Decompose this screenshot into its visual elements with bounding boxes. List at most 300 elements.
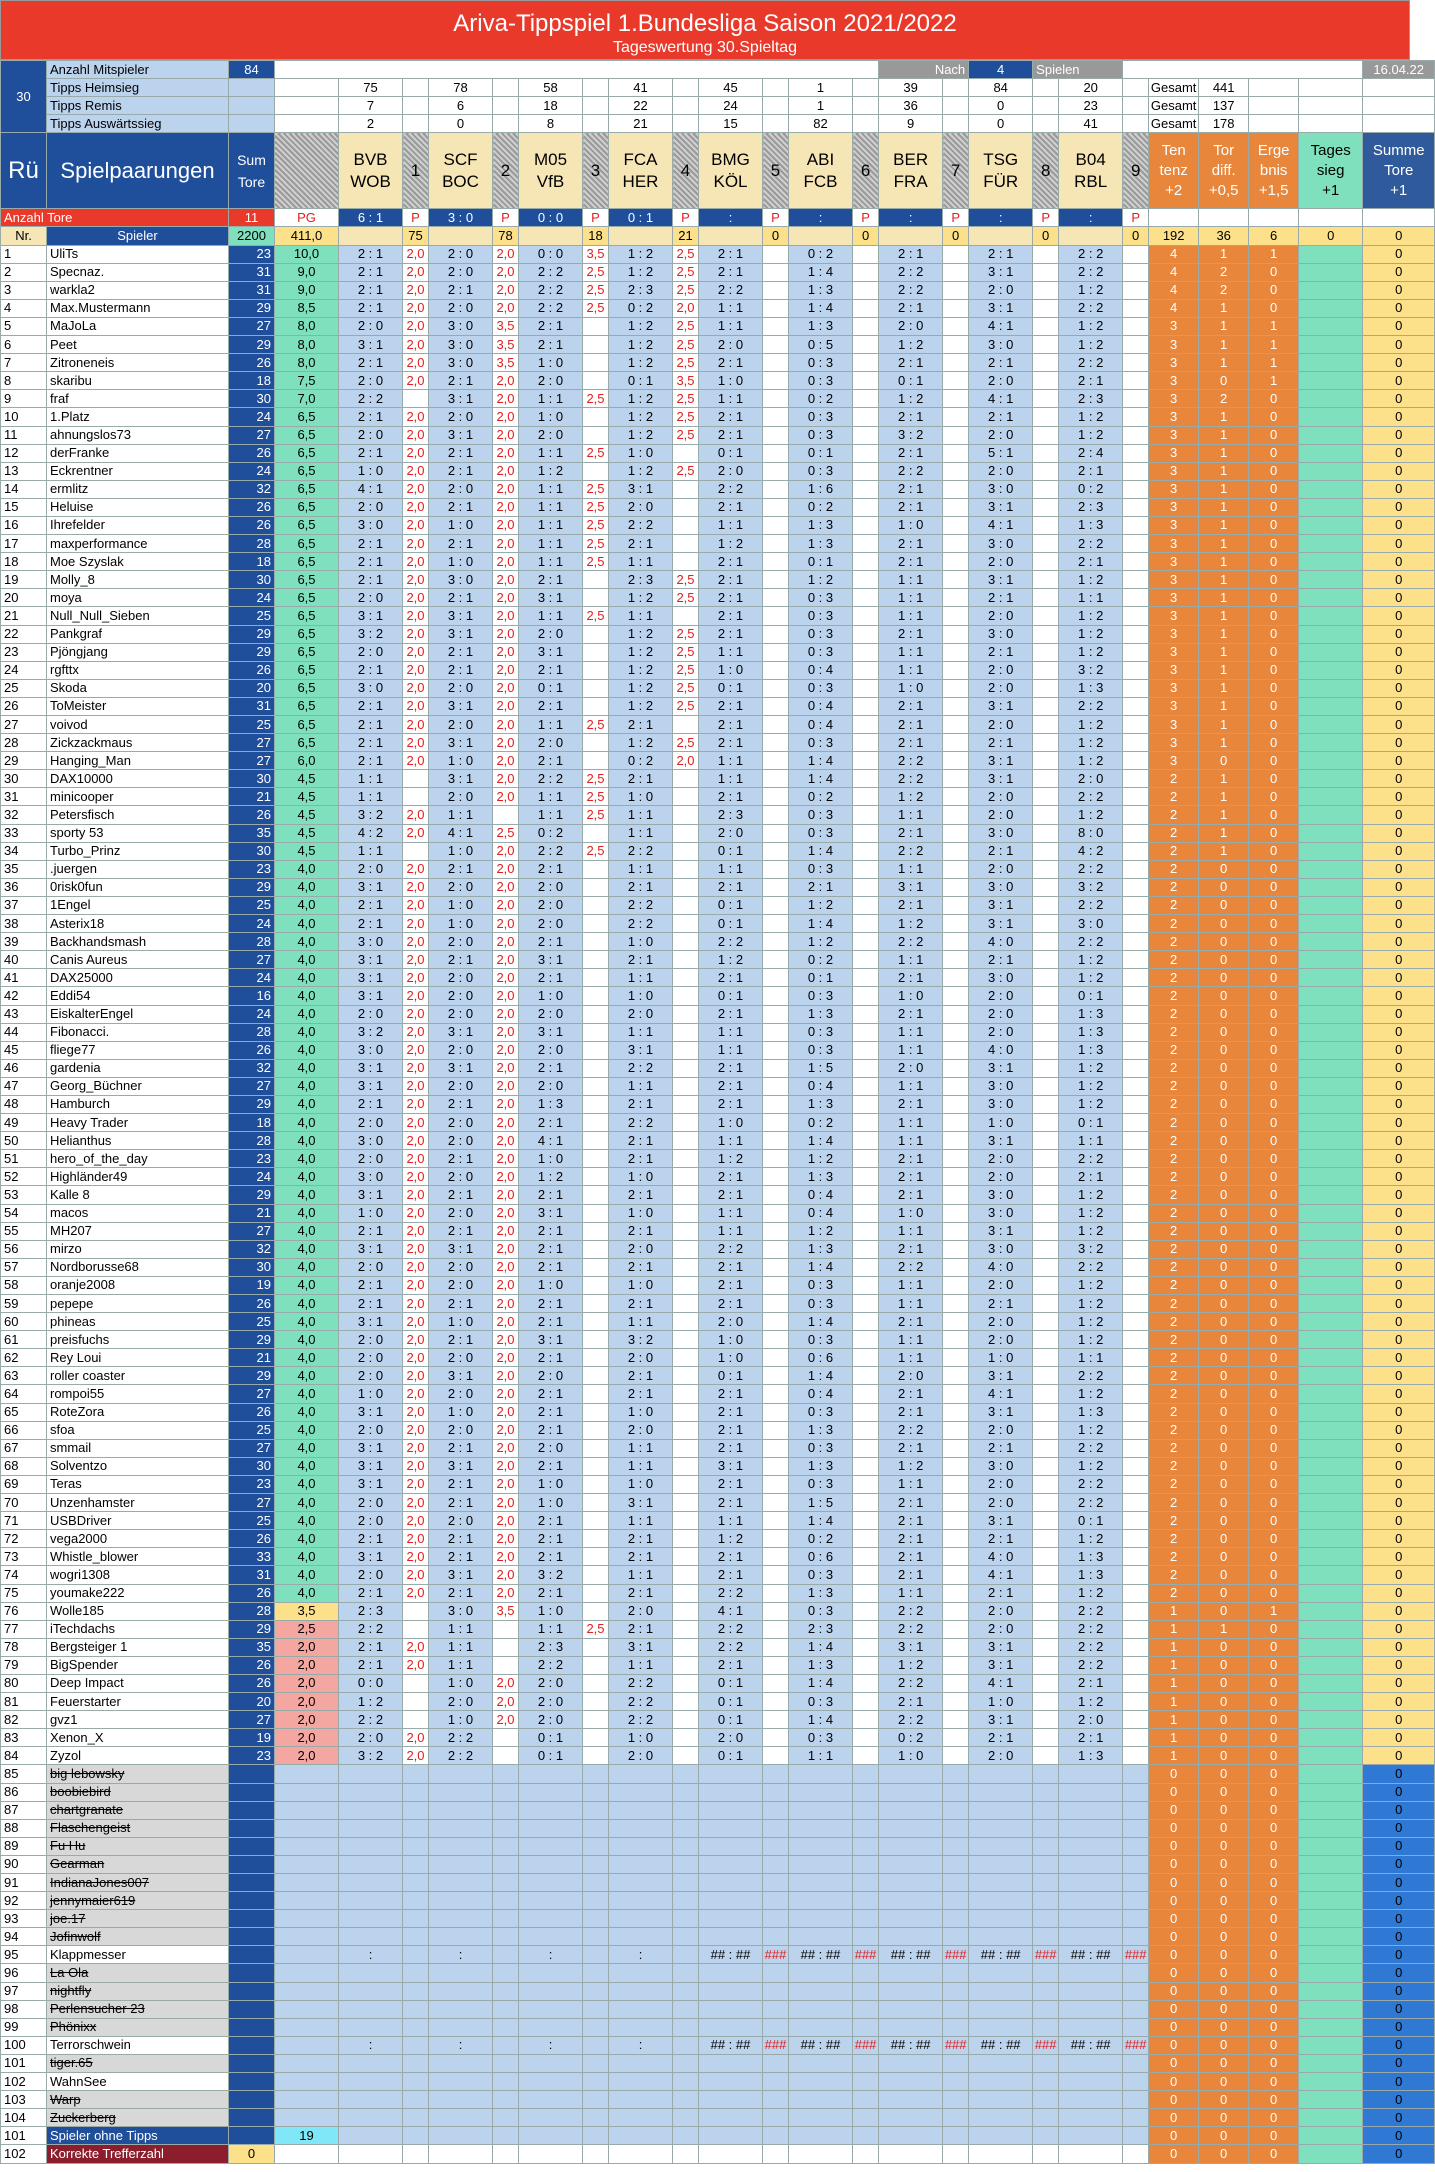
player-tip: 4 : 0 bbox=[969, 1548, 1033, 1566]
player-tip-points bbox=[1123, 1132, 1149, 1150]
player-tip-points bbox=[1033, 299, 1059, 317]
player-name: Turbo_Prinz bbox=[47, 842, 229, 860]
player-tendenz: 4 bbox=[1149, 299, 1199, 317]
player-ergebnis: 0 bbox=[1249, 1874, 1299, 1892]
player-tip-points bbox=[853, 1729, 879, 1747]
player-nr: 81 bbox=[1, 1693, 47, 1711]
player-tip: 3 : 1 bbox=[339, 878, 403, 896]
player-tip-points bbox=[943, 933, 969, 951]
player-tip: 3 : 2 bbox=[609, 1331, 673, 1349]
player-name: Hamburch bbox=[47, 1095, 229, 1113]
player-tendenz: 1 bbox=[1149, 1620, 1199, 1638]
player-ergebnis: 0 bbox=[1249, 1548, 1299, 1566]
player-ergebnis: 0 bbox=[1249, 860, 1299, 878]
player-name: MaJoLa bbox=[47, 317, 229, 335]
player-name: mirzo bbox=[47, 1240, 229, 1258]
player-summe: 0 bbox=[1363, 1982, 1435, 2000]
player-tagessieg bbox=[1299, 589, 1363, 607]
player-tordiff: 1 bbox=[1199, 806, 1249, 824]
player-tip-points: 2,0 bbox=[493, 372, 519, 390]
player-tip-points: 2,0 bbox=[403, 1475, 429, 1493]
player-tip-points bbox=[403, 788, 429, 806]
player-tip-points bbox=[583, 1186, 609, 1204]
player-tip-points bbox=[763, 1114, 789, 1132]
player-tip-points: 2,0 bbox=[493, 1403, 519, 1421]
player-tip-points bbox=[673, 1240, 699, 1258]
player-tip: 1 : 2 bbox=[339, 1693, 403, 1711]
player-tip: 3 : 1 bbox=[339, 1077, 403, 1095]
player-tip: 3 : 1 bbox=[519, 1023, 583, 1041]
player-tip: 0 : 3 bbox=[789, 1295, 853, 1313]
tip-count: 24 bbox=[699, 97, 763, 115]
player-tip-points: 2,0 bbox=[403, 643, 429, 661]
table-row bbox=[1, 2036, 1435, 2054]
player-tip: 2 : 2 bbox=[1059, 1638, 1123, 1656]
player-pg: 6,5 bbox=[275, 480, 339, 498]
player-tip-points bbox=[763, 2000, 789, 2018]
player-tip: 1 : 1 bbox=[519, 444, 583, 462]
player-tip: 1 : 0 bbox=[429, 1674, 493, 1692]
player-tip-points bbox=[763, 390, 789, 408]
player-tip: 2 : 1 bbox=[519, 1385, 583, 1403]
cell bbox=[1123, 61, 1363, 79]
player-tip: 2 : 0 bbox=[879, 1367, 943, 1385]
player-tendenz: 2 bbox=[1149, 1023, 1199, 1041]
player-tip: 2 : 0 bbox=[429, 1421, 493, 1439]
player-tip-points bbox=[1123, 824, 1149, 842]
player-tip bbox=[699, 1837, 763, 1855]
table-row bbox=[1, 354, 1435, 372]
player-tip: 2 : 1 bbox=[429, 1475, 493, 1493]
player-tip: 0 : 1 bbox=[699, 1367, 763, 1385]
player-tip: 3 : 1 bbox=[339, 969, 403, 987]
player-tip bbox=[339, 1928, 403, 1946]
player-tip: 2 : 2 bbox=[429, 1729, 493, 1747]
player-tip: 3 : 1 bbox=[519, 1331, 583, 1349]
tip-count: 21 bbox=[609, 115, 673, 133]
player-pg: 4,0 bbox=[275, 1276, 339, 1294]
player-tordiff: 0 bbox=[1199, 1892, 1249, 1910]
player-tip: 3 : 0 bbox=[969, 969, 1033, 987]
player-tordiff: 1 bbox=[1199, 679, 1249, 697]
player-tip-points bbox=[673, 788, 699, 806]
player-tordiff: 1 bbox=[1199, 245, 1249, 263]
player-tip: 2 : 1 bbox=[879, 1150, 943, 1168]
player-tip-points bbox=[853, 661, 879, 679]
player-tip: 2 : 1 bbox=[609, 1548, 673, 1566]
player-tip-points bbox=[763, 354, 789, 372]
match-abi-fcb: ABI FCB bbox=[789, 133, 853, 209]
player-tip-points bbox=[1033, 1855, 1059, 1873]
player-tip-points bbox=[1033, 263, 1059, 281]
player-tip bbox=[1059, 2054, 1123, 2072]
player-tip-points bbox=[1123, 426, 1149, 444]
player-tip: 2 : 1 bbox=[519, 752, 583, 770]
player-tendenz: 3 bbox=[1149, 354, 1199, 372]
tord-header: Tor diff. +0,5 bbox=[1199, 133, 1249, 209]
player-tip-points: 2,0 bbox=[493, 643, 519, 661]
player-name: Bergsteiger 1 bbox=[47, 1638, 229, 1656]
table-row bbox=[1, 951, 1435, 969]
player-tip bbox=[969, 2054, 1033, 2072]
player-tip-points bbox=[583, 1892, 609, 1910]
player-tip: 8 : 0 bbox=[1059, 824, 1123, 842]
player-tip-points bbox=[943, 2000, 969, 2018]
player-tip: 1 : 0 bbox=[429, 896, 493, 914]
player-ergebnis: 0 bbox=[1249, 1892, 1299, 1910]
player-sum-tore: 24 bbox=[229, 589, 275, 607]
player-tip: 2 : 1 bbox=[339, 571, 403, 589]
player-tip-points bbox=[1033, 697, 1059, 715]
player-ergebnis: 0 bbox=[1249, 1222, 1299, 1240]
player-tip: 2 : 1 bbox=[519, 1421, 583, 1439]
player-tagessieg bbox=[1299, 915, 1363, 933]
player-tip-points bbox=[853, 281, 879, 299]
player-tip: 2 : 1 bbox=[879, 716, 943, 734]
player-tip bbox=[969, 1765, 1033, 1783]
tip-count: 75 bbox=[339, 79, 403, 97]
player-pg: 2,5 bbox=[275, 1620, 339, 1638]
player-sum-tore: 29 bbox=[229, 625, 275, 643]
player-tip-points bbox=[853, 951, 879, 969]
members-label: Anzahl Mitspieler bbox=[47, 61, 229, 79]
player-tip-points: 2,0 bbox=[493, 1457, 519, 1475]
player-tip-points: 2,0 bbox=[403, 1747, 429, 1765]
player-tip-points: 2,0 bbox=[403, 354, 429, 372]
player-tip: ## : ## bbox=[969, 1946, 1033, 1964]
player-tip: 3 : 0 bbox=[969, 1204, 1033, 1222]
player-pg: 2,0 bbox=[275, 1638, 339, 1656]
player-tip-points bbox=[1033, 1005, 1059, 1023]
cell bbox=[583, 2145, 609, 2163]
match-number: 5 bbox=[763, 133, 789, 209]
player-tip: 2 : 1 bbox=[609, 535, 673, 553]
player-tagessieg bbox=[1299, 969, 1363, 987]
player-tip bbox=[519, 1892, 583, 1910]
player-summe: 0 bbox=[1363, 1385, 1435, 1403]
player-name: WahnSee bbox=[47, 2073, 229, 2091]
player-tagessieg bbox=[1299, 788, 1363, 806]
player-tip-points bbox=[1033, 2054, 1059, 2072]
player-tip-points bbox=[1123, 2109, 1149, 2127]
player-tagessieg bbox=[1299, 1204, 1363, 1222]
player-tip-points bbox=[763, 770, 789, 788]
player-tip-points: 2,5 bbox=[673, 661, 699, 679]
player-summe: 0 bbox=[1363, 987, 1435, 1005]
player-tip: 2 : 1 bbox=[339, 281, 403, 299]
player-summe: 0 bbox=[1363, 643, 1435, 661]
tip-count: 78 bbox=[429, 79, 493, 97]
table-row bbox=[1, 2054, 1435, 2072]
player-name: Zickzackmaus bbox=[47, 734, 229, 752]
player-summe: 0 bbox=[1363, 245, 1435, 263]
player-tip: 3 : 2 bbox=[879, 426, 943, 444]
player-tip: 3 : 1 bbox=[969, 299, 1033, 317]
player-tip: 2 : 3 bbox=[519, 1638, 583, 1656]
player-tip bbox=[879, 1783, 943, 1801]
player-tordiff: 0 bbox=[1199, 2000, 1249, 2018]
player-tip-points bbox=[583, 643, 609, 661]
player-tendenz: 3 bbox=[1149, 734, 1199, 752]
player-tip: 2 : 1 bbox=[339, 354, 403, 372]
cell bbox=[1299, 97, 1363, 115]
player-tip bbox=[789, 1982, 853, 2000]
player-tip bbox=[789, 1783, 853, 1801]
player-tip: 0 : 4 bbox=[789, 1077, 853, 1095]
player-tip bbox=[519, 1783, 583, 1801]
player-tip-points bbox=[1123, 1059, 1149, 1077]
player-sum-tore: 28 bbox=[229, 1602, 275, 1620]
player-tordiff: 0 bbox=[1199, 1693, 1249, 1711]
player-tendenz: 3 bbox=[1149, 462, 1199, 480]
player-tip-points: 2,5 bbox=[583, 716, 609, 734]
player-tip-points bbox=[943, 860, 969, 878]
player-tip: 0 : 1 bbox=[699, 1693, 763, 1711]
player-tendenz: 0 bbox=[1149, 1928, 1199, 1946]
player-tordiff: 2 bbox=[1199, 281, 1249, 299]
player-tip-points bbox=[763, 1892, 789, 1910]
player-pg: 4,0 bbox=[275, 1168, 339, 1186]
player-tip bbox=[339, 2000, 403, 2018]
player-tip: 1 : 1 bbox=[429, 1656, 493, 1674]
player-tip: 3 : 0 bbox=[339, 679, 403, 697]
player-nr: 49 bbox=[1, 1114, 47, 1132]
anzahl-tore-label: Anzahl Tore bbox=[1, 209, 229, 227]
player-tip: 2 : 0 bbox=[339, 1258, 403, 1276]
player-summe: 0 bbox=[1363, 933, 1435, 951]
player-tip-points bbox=[493, 1910, 519, 1928]
player-ergebnis: 0 bbox=[1249, 1095, 1299, 1113]
player-ergebnis: 0 bbox=[1249, 896, 1299, 914]
player-tagessieg bbox=[1299, 1313, 1363, 1331]
player-tip: 1 : 0 bbox=[429, 1313, 493, 1331]
player-tip-points bbox=[1123, 1747, 1149, 1765]
player-sum-tore: 29 bbox=[229, 1095, 275, 1113]
match-points: 78 bbox=[493, 227, 519, 245]
player-tip: 0 : 1 bbox=[699, 896, 763, 914]
player-tip-points bbox=[853, 1530, 879, 1548]
player-tip-points: ### bbox=[1123, 2036, 1149, 2054]
player-tip-points bbox=[853, 1186, 879, 1204]
player-name: Klappmesser bbox=[47, 1946, 229, 1964]
cell bbox=[493, 115, 519, 133]
player-name: hero_of_the_day bbox=[47, 1150, 229, 1168]
cell bbox=[275, 1837, 339, 1855]
player-summe: 0 bbox=[1363, 1494, 1435, 1512]
player-tip-points bbox=[853, 1204, 879, 1222]
player-tip-points bbox=[1033, 969, 1059, 987]
player-pg: 4,0 bbox=[275, 1548, 339, 1566]
table-row bbox=[1, 79, 1435, 97]
match-result: 0 : 0 bbox=[519, 209, 583, 227]
player-name: Xenon_X bbox=[47, 1729, 229, 1747]
player-tip: 2 : 1 bbox=[969, 643, 1033, 661]
player-tip-points bbox=[1123, 1584, 1149, 1602]
player-tagessieg bbox=[1299, 1530, 1363, 1548]
player-sum-tore: 23 bbox=[229, 1747, 275, 1765]
player-sum-tore: 21 bbox=[229, 1204, 275, 1222]
player-tip-points bbox=[1033, 1494, 1059, 1512]
player-tip-points bbox=[943, 462, 969, 480]
player-name: Eckrentner bbox=[47, 462, 229, 480]
player-tip-points bbox=[763, 1258, 789, 1276]
player-tip-points bbox=[943, 1132, 969, 1150]
cell bbox=[229, 1910, 275, 1928]
player-tip: 1 : 0 bbox=[429, 752, 493, 770]
player-tip: 2 : 1 bbox=[609, 1095, 673, 1113]
player-tip-points bbox=[673, 1946, 699, 1964]
player-tip bbox=[1059, 1765, 1123, 1783]
player-tip-points: 2,0 bbox=[403, 1331, 429, 1349]
player-name: Wolle185 bbox=[47, 1602, 229, 1620]
match-result: 6 : 1 bbox=[339, 209, 403, 227]
player-tip-points bbox=[1033, 788, 1059, 806]
player-tip: 2 : 1 bbox=[519, 1222, 583, 1240]
player-tip: 2 : 0 bbox=[429, 1041, 493, 1059]
player-name: Rey Loui bbox=[47, 1349, 229, 1367]
player-tip: 2 : 0 bbox=[429, 408, 493, 426]
cell bbox=[1299, 2000, 1363, 2018]
player-summe: 0 bbox=[1363, 896, 1435, 914]
player-nr: 82 bbox=[1, 1711, 47, 1729]
player-ergebnis: 0 bbox=[1249, 1693, 1299, 1711]
player-tordiff: 0 bbox=[1199, 1783, 1249, 1801]
player-tip-points bbox=[853, 1494, 879, 1512]
player-ergebnis: 0 bbox=[1249, 1023, 1299, 1041]
player-tip-points: 2,5 bbox=[673, 571, 699, 589]
player-tip: 1 : 1 bbox=[1059, 589, 1123, 607]
player-tendenz: 3 bbox=[1149, 589, 1199, 607]
player-tip-points bbox=[1123, 390, 1149, 408]
player-tip-points bbox=[1033, 1729, 1059, 1747]
player-tip: 3 : 1 bbox=[429, 697, 493, 715]
player-sum-tore: 24 bbox=[229, 1005, 275, 1023]
player-tip-points bbox=[943, 1910, 969, 1928]
player-pg: 6,5 bbox=[275, 408, 339, 426]
player-tip: 0 : 3 bbox=[789, 1566, 853, 1584]
player-pg: 10,0 bbox=[275, 245, 339, 263]
player-tip-points bbox=[853, 1059, 879, 1077]
player-tip: 2 : 1 bbox=[429, 444, 493, 462]
player-tip-points bbox=[1033, 1295, 1059, 1313]
cell bbox=[275, 2054, 339, 2072]
table-row bbox=[1, 1892, 1435, 1910]
player-tip: 1 : 3 bbox=[1059, 1005, 1123, 1023]
player-tip-points bbox=[943, 281, 969, 299]
player-tip bbox=[429, 1964, 493, 1982]
player-name: RoteZora bbox=[47, 1403, 229, 1421]
player-tip-points: 2,0 bbox=[493, 987, 519, 1005]
table-row bbox=[1, 2073, 1435, 2091]
player-tip: 2 : 0 bbox=[519, 1041, 583, 1059]
player-tip: 2 : 1 bbox=[699, 1295, 763, 1313]
player-tip-points bbox=[853, 1801, 879, 1819]
player-tip: 1 : 1 bbox=[609, 806, 673, 824]
cell bbox=[1363, 115, 1435, 133]
match-fca-her: FCA HER bbox=[609, 133, 673, 209]
player-tip: 2 : 1 bbox=[609, 770, 673, 788]
player-tip-points bbox=[583, 1819, 609, 1837]
player-tip: 3 : 0 bbox=[969, 1240, 1033, 1258]
player-tip-points bbox=[673, 1258, 699, 1276]
player-nr: 4 bbox=[1, 299, 47, 317]
player-tip: 2 : 1 bbox=[969, 1584, 1033, 1602]
player-summe: 0 bbox=[1363, 1150, 1435, 1168]
player-tip: 2 : 0 bbox=[339, 1729, 403, 1747]
player-ergebnis: 1 bbox=[1249, 354, 1299, 372]
player-tip: 2 : 1 bbox=[699, 553, 763, 571]
table-row bbox=[1, 372, 1435, 390]
player-name: jennymaier619 bbox=[47, 1892, 229, 1910]
player-tip-points bbox=[763, 1204, 789, 1222]
player-tip-points bbox=[1033, 2091, 1059, 2109]
player-tip: 2 : 1 bbox=[879, 535, 943, 553]
player-tip-points: 2,5 bbox=[583, 444, 609, 462]
player-tip: 2 : 1 bbox=[879, 625, 943, 643]
player-tip-points bbox=[763, 896, 789, 914]
player-tip: 2 : 1 bbox=[699, 788, 763, 806]
player-tip: 0 : 1 bbox=[789, 553, 853, 571]
player-tip: 4 : 1 bbox=[339, 480, 403, 498]
player-tagessieg bbox=[1299, 752, 1363, 770]
player-tip: 1 : 0 bbox=[609, 1475, 673, 1493]
player-tagessieg bbox=[1299, 1240, 1363, 1258]
player-summe: 0 bbox=[1363, 336, 1435, 354]
player-tip: 3 : 1 bbox=[969, 263, 1033, 281]
player-tip-points bbox=[763, 679, 789, 697]
player-tip-points bbox=[1123, 1928, 1149, 1946]
player-tip bbox=[519, 1928, 583, 1946]
player-tip: 2 : 1 bbox=[519, 1349, 583, 1367]
player-tip: 0 : 2 bbox=[879, 1729, 943, 1747]
player-tip-points bbox=[673, 1638, 699, 1656]
player-tip bbox=[789, 1819, 853, 1837]
player-tip-points bbox=[943, 571, 969, 589]
player-tip-points: 2,0 bbox=[493, 263, 519, 281]
player-tip: 3 : 1 bbox=[879, 878, 943, 896]
player-tip: 1 : 2 bbox=[879, 788, 943, 806]
player-tip-points bbox=[1033, 1421, 1059, 1439]
player-tip-points bbox=[673, 770, 699, 788]
player-tip bbox=[429, 1982, 493, 2000]
player-tordiff: 0 bbox=[1199, 969, 1249, 987]
player-tip-points bbox=[1123, 1421, 1149, 1439]
table-row bbox=[1, 61, 1435, 79]
player-tip-points bbox=[1123, 860, 1149, 878]
player-tip-points: 2,5 bbox=[673, 336, 699, 354]
player-tip-points bbox=[1123, 734, 1149, 752]
player-tordiff: 0 bbox=[1199, 860, 1249, 878]
player-tip: 2 : 1 bbox=[519, 571, 583, 589]
player-tip-points bbox=[853, 2091, 879, 2109]
player-tip: 2 : 0 bbox=[519, 372, 583, 390]
player-summe: 0 bbox=[1363, 1674, 1435, 1692]
player-tip: 2 : 2 bbox=[879, 842, 943, 860]
player-tip-points bbox=[853, 1964, 879, 1982]
player-tip-points bbox=[853, 1855, 879, 1873]
table-row bbox=[1, 661, 1435, 679]
player-tip-points bbox=[1033, 951, 1059, 969]
player-tip: 1 : 3 bbox=[789, 535, 853, 553]
table-row bbox=[1, 1295, 1435, 1313]
player-tip-points bbox=[943, 878, 969, 896]
player-tip: 2 : 0 bbox=[429, 716, 493, 734]
player-tip-points bbox=[943, 1964, 969, 1982]
table-row bbox=[1, 1095, 1435, 1113]
player-tip: 3 : 1 bbox=[879, 1638, 943, 1656]
player-sum-tore: 26 bbox=[229, 1041, 275, 1059]
total-label: Gesamt bbox=[1149, 97, 1199, 115]
